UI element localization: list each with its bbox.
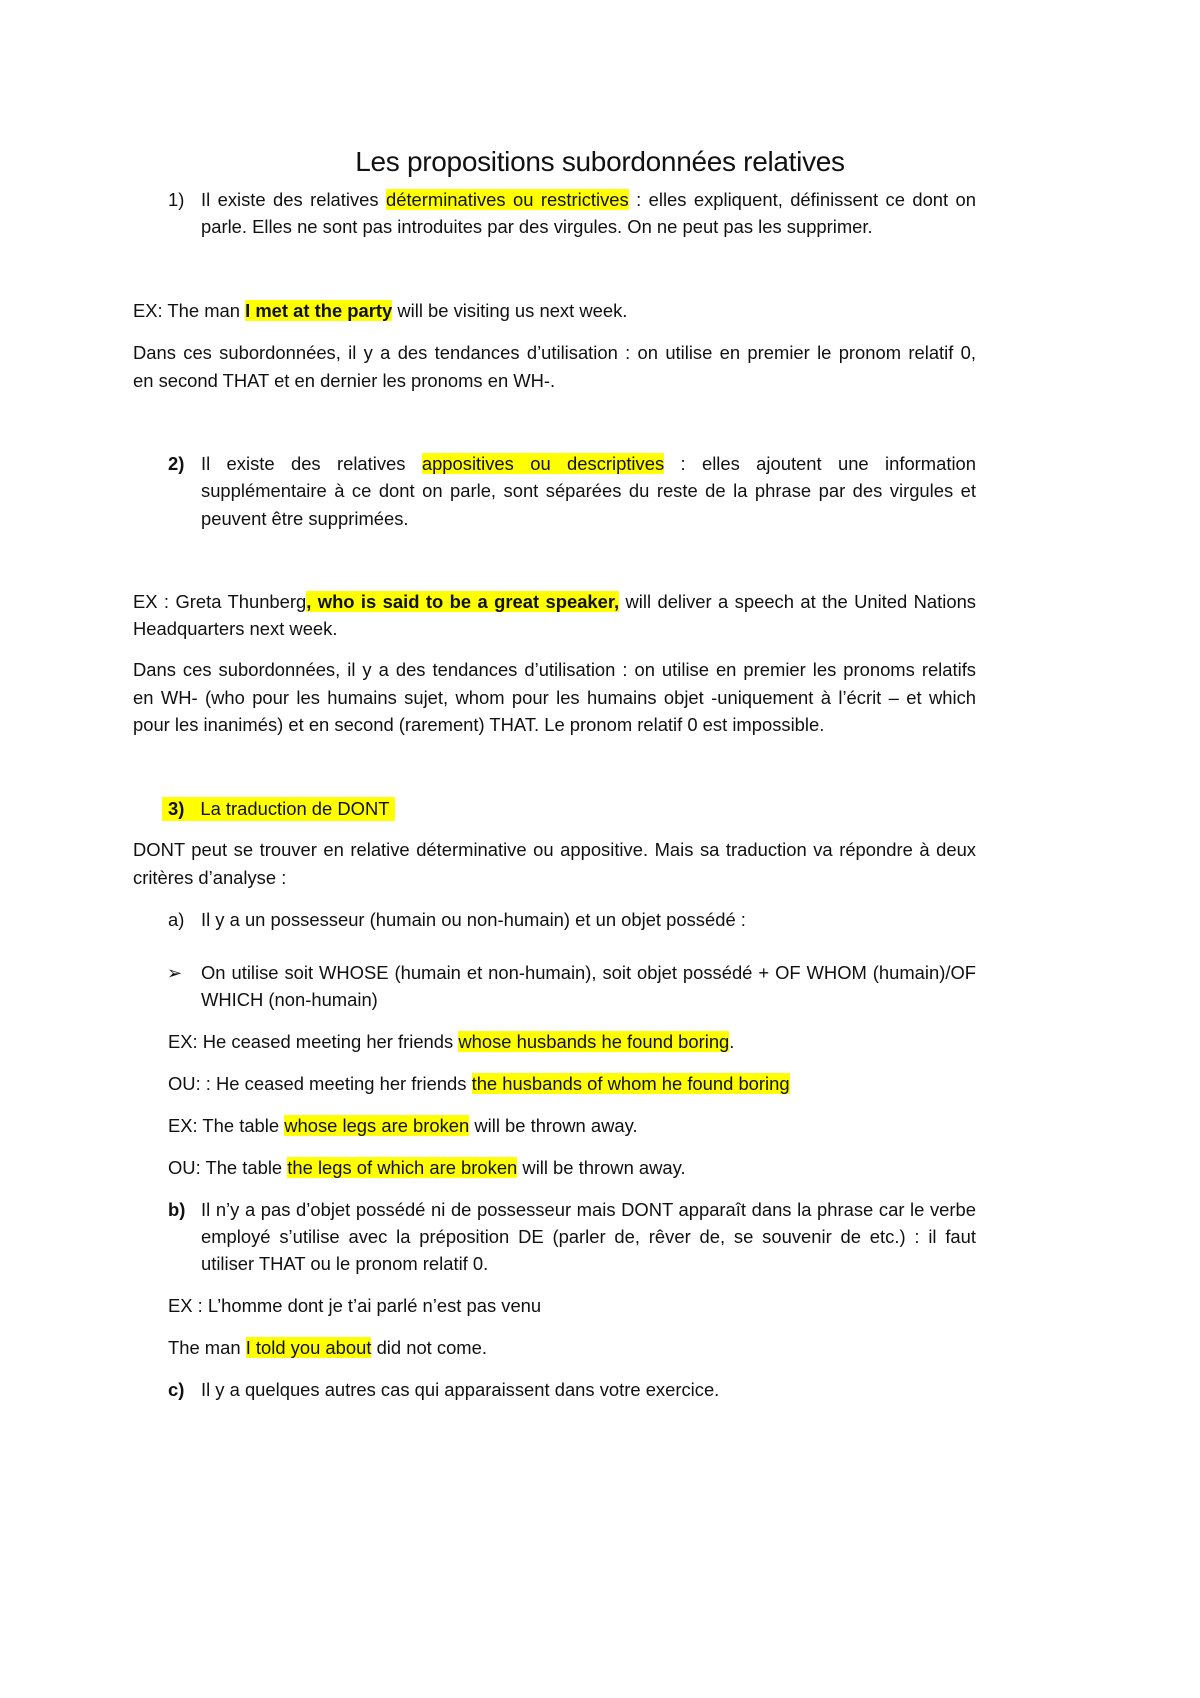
highlight-example-1: I met at the party	[245, 300, 393, 321]
section-2-line-3: peuvent être supprimées.	[201, 508, 409, 529]
example-2-line-1	[133, 590, 976, 614]
alternative-1	[168, 1072, 790, 1096]
highlight-example-2: , who is said to be a great speaker,	[306, 591, 620, 612]
highlight-determinatives: déterminatives ou restrictives	[385, 189, 629, 210]
item-b-line-3: utiliser THAT ou le pronom relatif 0.	[201, 1253, 489, 1274]
bullet-line-1: On utilise soit WHOSE (humain et non-humain), soit objet possédé + OF WHOM (humain)/OF	[201, 962, 976, 983]
text-run: will deliver a speech at the United Nations	[619, 591, 977, 612]
paragraph-1-line-2: en second THAT et en dernier les pronoms en WH-.	[133, 370, 556, 391]
bullet-line-2: WHICH (non-humain)	[201, 989, 378, 1010]
example-5-translation	[168, 1336, 487, 1360]
example-1	[133, 299, 627, 323]
text-run: will be visiting us next week.	[392, 300, 628, 321]
paragraph-2-line-3: pour les inanimés) et en second (rarement) THAT. Le pronom relatif 0 est impossible.	[133, 714, 825, 735]
text-run: did not come.	[371, 1337, 487, 1358]
highlight-appositives: appositives ou descriptives	[421, 453, 665, 474]
list-number-3: 3)	[168, 798, 185, 819]
page-title: Les propositions subordonnées relatives	[355, 146, 845, 177]
text-run: : elles ajoutent une information	[664, 453, 977, 474]
highlight-alternative-1: the husbands of whom he found boring	[471, 1073, 790, 1094]
text-run: : elles expliquent, définissent ce dont on	[628, 189, 977, 210]
paragraph-3-line-1: DONT peut se trouver en relative déterminative ou appositive. Mais sa traduction va répondre à deux	[133, 839, 976, 860]
list-letter-b: b)	[168, 1199, 186, 1220]
text-run: will be thrown away.	[469, 1115, 638, 1136]
highlight-example-5: I told you about	[245, 1337, 372, 1358]
item-c-text: Il y a quelques autres cas qui apparaissent dans votre exercice.	[201, 1379, 720, 1400]
example-5: EX : L’homme dont je t’ai parlé n’est pas venu	[168, 1295, 542, 1316]
example-2-line-2: Headquarters next week.	[133, 618, 338, 639]
item-a-text: Il y a un possesseur (humain ou non-humain) et un objet possédé :	[201, 909, 746, 930]
list-number-1: 1)	[168, 189, 185, 210]
example-4	[168, 1114, 638, 1138]
text-run: EX: He ceased meeting her friends	[168, 1031, 459, 1052]
section-2-line-1	[201, 452, 976, 476]
text-run: Il existe des relatives	[201, 189, 386, 210]
paragraph-3-line-2: critères d’analyse :	[133, 867, 287, 888]
item-b-line-1: Il n’y a pas d’objet possédé ni de possesseur mais DONT apparaît dans la phrase car le verbe	[201, 1199, 976, 1220]
text-run: EX: The table	[168, 1115, 285, 1136]
text-run: EX: The man	[133, 300, 246, 321]
section-3-heading	[162, 797, 395, 821]
alternative-2	[168, 1156, 686, 1180]
text-run: .	[729, 1031, 735, 1052]
text-run: The man	[168, 1337, 246, 1358]
list-letter-a: a)	[168, 909, 185, 930]
paragraph-2-line-1: Dans ces subordonnées, il y a des tendances d’utilisation : on utilise en premier les pronoms relatifs	[133, 659, 976, 680]
section-2-line-2: supplémentaire à ce dont on parle, sont séparées du reste de la phrase par des virgules et	[201, 480, 976, 501]
text-run: OU: The table	[168, 1157, 288, 1178]
item-b-line-2: employé s’utilise avec la préposition DE (parler de, rêver de, se souvenir de etc.) : il faut	[201, 1226, 976, 1247]
highlight-example-3: whose husbands he found boring	[458, 1031, 730, 1052]
text-run: Il existe des relatives	[201, 453, 422, 474]
text-run: OU: : He ceased meeting her friends	[168, 1073, 472, 1094]
highlight-alternative-2: the legs of which are broken	[287, 1157, 518, 1178]
list-letter-c: c)	[168, 1379, 185, 1400]
paragraph-2-line-2: en WH- (who pour les humains sujet, whom pour les humains objet -uniquement à l’écrit – et which	[133, 687, 976, 708]
list-number-2: 2)	[168, 453, 185, 474]
highlight-example-4: whose legs are broken	[284, 1115, 470, 1136]
arrow-bullet-icon: ➢	[167, 963, 183, 983]
paragraph-1-line-1: Dans ces subordonnées, il y a des tendances d’utilisation : on utilise en premier le pronom relatif 0,	[133, 342, 976, 363]
text-run: EX : Greta Thunberg	[133, 591, 307, 612]
section-3-label: La traduction de DONT	[200, 798, 390, 819]
example-3	[168, 1030, 734, 1054]
text-run: will be thrown away.	[517, 1157, 686, 1178]
section-1-line-1	[201, 188, 976, 212]
section-1-line-2: parle. Elles ne sont pas introduites par des virgules. On ne peut pas les supprimer.	[201, 216, 873, 237]
